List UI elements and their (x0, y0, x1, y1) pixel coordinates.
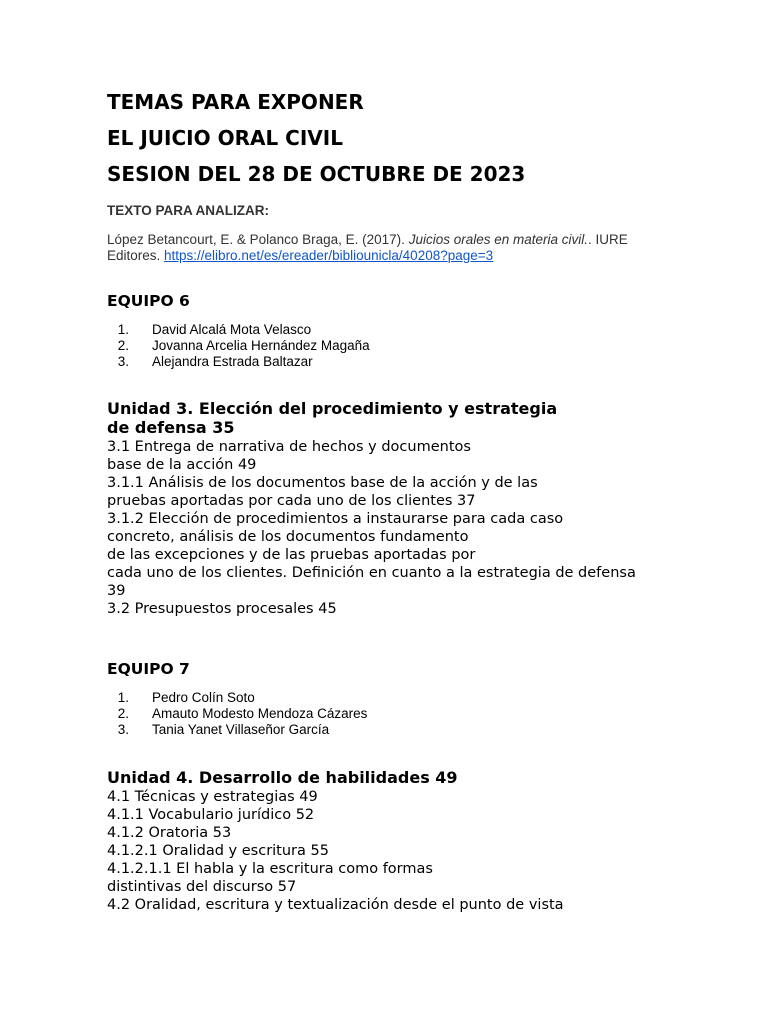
header-subtitle: EL JUICIO ORAL CIVIL (107, 126, 343, 150)
member-name: Amauto Modesto Mendoza Cázares (152, 706, 368, 721)
list-number: 3. (117, 722, 129, 737)
list-number: 2. (117, 706, 129, 721)
equipo7-members (107, 690, 367, 738)
list-item (107, 338, 370, 354)
reference-authors: López Betancourt, E. & Polanco Braga, E. (2017). (107, 232, 409, 247)
reference (107, 232, 667, 264)
reference-title: Juicios orales en materia civil. (408, 232, 589, 247)
list-item (107, 706, 367, 722)
list-number: 1. (117, 690, 129, 705)
list-item (107, 354, 370, 370)
header-title: TEMAS PARA EXPONER (107, 90, 364, 114)
list-item (107, 322, 370, 338)
header-session: SESION DEL 28 DE OCTUBRE DE 2023 (107, 162, 526, 186)
list-number: 3. (117, 354, 129, 369)
list-item (107, 690, 367, 706)
reference-publisher: . IURE (588, 232, 628, 247)
equipo6-title: EQUIPO 6 (107, 292, 190, 310)
unit4-title: Unidad 4. Desarrollo de habilidades 49 (107, 768, 458, 787)
member-name: Pedro Colín Soto (152, 690, 255, 705)
unit3-body: 3.1 Entrega de narrativa de hechos y documentos base de la acción 49 3.1.1 Análisis de los documentos base de la acción y de las pruebas aportadas por cada uno de los clientes 37 3.1.2 Elección de procedimientos a instaurarse para cada caso concreto, análisis de los documentos fundamento de las excepciones y de las pruebas aportadas por cada uno de los clientes. Definición en cuanto a la estrategia de defensa 39 3.2 Presupuestos procesales 45 (107, 439, 636, 617)
member-name: Jovanna Arcelia Hernández Magaña (152, 338, 370, 353)
equipo7-title: EQUIPO 7 (107, 660, 190, 678)
header-block (107, 90, 525, 198)
unit4-body: 4.1 Técnicas y estrategias 49 4.1.1 Vocabulario jurídico 52 4.1.2 Oratoria 53 4.1.2.1 Oralidad y escritura 55 4.1.2.1.1 El habla y la escritura como formas distintivas del discurso 57 4.2 Oralidad, escritura y textualización desde el punto de vista (107, 789, 564, 913)
reference-publisher-line2: Editores. (107, 248, 165, 263)
equipo6-members (107, 322, 370, 370)
member-name: David Alcalá Mota Velasco (152, 322, 312, 337)
reference-link[interactable]: https://elibro.net/es/ereader/bibliounicla/40208?page=3 (164, 248, 494, 263)
member-name: Alejandra Estrada Baltazar (152, 354, 313, 369)
texto-label: TEXTO PARA ANALIZAR: (107, 203, 269, 218)
unit3-title: Unidad 3. Elección del procedimiento y estrategia de defensa 35 (107, 399, 558, 437)
list-number: 1. (117, 322, 129, 337)
list-number: 2. (117, 338, 129, 353)
list-item (107, 722, 367, 738)
member-name: Tania Yanet Villaseñor García (152, 722, 330, 737)
